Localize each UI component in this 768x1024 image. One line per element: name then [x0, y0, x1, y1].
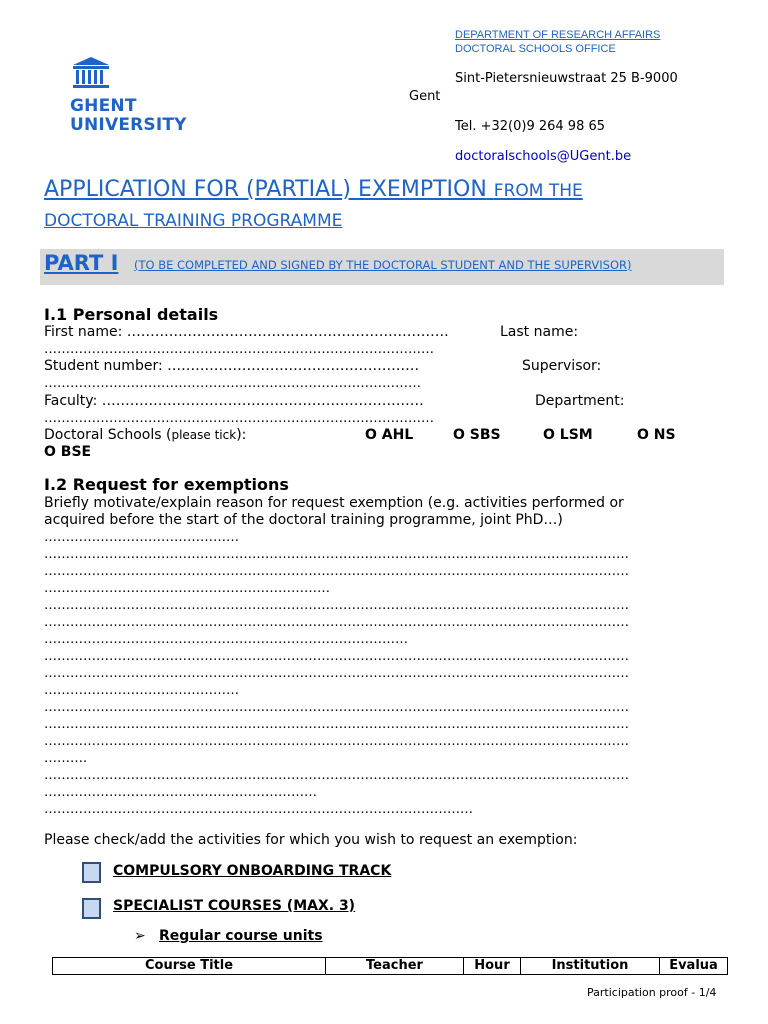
- department-name[interactable]: DEPARTMENT OF RESEARCH AFFAIRS: [455, 29, 661, 41]
- ghent-university-logo: [70, 55, 190, 135]
- motivation-line[interactable]: ………………………………………………………………………………………………………………………: [44, 564, 629, 579]
- motivation-line[interactable]: ………………………………………………………………………………………………………………………: [44, 700, 629, 715]
- table-header-row: [53, 958, 728, 975]
- column-header-institution: Institution: [521, 958, 660, 975]
- motivation-line[interactable]: ………………………………………………………………………………………………………………………: [44, 649, 629, 664]
- address-line-1: Sint-Pietersnieuwstraat 25 B-9000: [455, 71, 678, 86]
- motivation-line[interactable]: ………………………………………………………………………………………………………………………: [44, 615, 629, 630]
- school-option-lsm[interactable]: O LSM: [543, 427, 593, 443]
- onboarding-label: COMPULSORY ONBOARDING TRACK: [113, 863, 392, 879]
- telephone: Tel. +32(0)9 264 98 65: [455, 119, 606, 134]
- schools-label-close: ):: [236, 427, 247, 443]
- last-name-field[interactable]: ………………………………………………………………………………: [44, 342, 434, 357]
- motivation-line[interactable]: ………………………………………………………………………………………………………………………: [44, 768, 629, 783]
- arrow-bullet-icon: ➢: [134, 928, 146, 944]
- school-option-ns[interactable]: O NS: [637, 427, 676, 443]
- email-link[interactable]: doctoralschools@UGent.be: [455, 149, 632, 164]
- title-from: FROM THE: [493, 181, 583, 201]
- motivation-line[interactable]: ………………………………………………………………………………………………………………………: [44, 547, 629, 562]
- address-line-2: Gent: [409, 89, 441, 104]
- motivation-line[interactable]: ………………………………………………………………………………………………………………………: [44, 717, 629, 732]
- check-activities-prompt: Please check/add the activities for which you wish to request an exemption:: [44, 832, 578, 848]
- motivation-line[interactable]: …………………………………………………………………………: [44, 632, 408, 647]
- motivate-instruction-1: Briefly motivate/explain reason for request exemption (e.g. activities performed or: [44, 495, 624, 511]
- personal-details-heading: I.1 Personal details: [44, 305, 219, 324]
- motivation-line[interactable]: ………………………………………: [44, 683, 239, 698]
- schools-label-text: Doctoral Schools (: [44, 427, 172, 443]
- motivate-instruction-2: acquired before the start of the doctoral training programme, joint PhD…): [44, 512, 563, 528]
- course-table: [52, 957, 728, 975]
- column-header-course-title: Course Title: [53, 958, 326, 975]
- motivation-line[interactable]: ………………………………………………………: [44, 785, 317, 800]
- column-header-hour: Hour: [464, 958, 521, 975]
- onboarding-checkbox[interactable]: [82, 862, 101, 883]
- motivation-line[interactable]: ………………………………………………………………………………………………………………………: [44, 734, 629, 749]
- motivation-line[interactable]: …………………………………………………………: [44, 581, 330, 596]
- university-building-icon: [70, 55, 112, 91]
- motivation-line[interactable]: ………………………………………………………………………………………………………………………: [44, 598, 629, 613]
- office-name: DOCTORAL SCHOOLS OFFICE: [455, 43, 616, 55]
- motivation-line[interactable]: ………………………………………………………………………………………: [44, 802, 473, 817]
- supervisor-field[interactable]: ……………………………………………………………………………: [44, 376, 421, 391]
- part-label: PART I: [44, 251, 119, 275]
- department-field[interactable]: ………………………………………………………………………………: [44, 411, 434, 426]
- motivation-line[interactable]: ………………………………………………………………………………………………………………………: [44, 666, 629, 681]
- logo-line-university: UNIVERSITY: [70, 115, 187, 135]
- document-title: [44, 177, 583, 202]
- school-option-sbs[interactable]: O SBS: [453, 427, 501, 443]
- logo-line-ghent: GHENT: [70, 96, 137, 116]
- column-header-teacher: Teacher: [326, 958, 464, 975]
- title-main: APPLICATION FOR (PARTIAL) EXEMPTION: [44, 177, 487, 202]
- department-label: Department:: [535, 393, 625, 409]
- supervisor-label: Supervisor:: [522, 358, 602, 374]
- specialist-courses-checkbox[interactable]: [82, 898, 101, 919]
- schools-tick-hint: please tick: [171, 428, 237, 442]
- page-footer: Participation proof - 1/4: [587, 986, 717, 999]
- specialist-courses-label: SPECIALIST COURSES (MAX. 3): [113, 898, 356, 914]
- first-name-field[interactable]: First name: ……………………………………………………………: [44, 324, 449, 340]
- regular-course-units-label: Regular course units: [159, 928, 323, 944]
- motivation-line[interactable]: ……….: [44, 751, 88, 766]
- school-option-ahl[interactable]: O AHL: [365, 427, 414, 443]
- faculty-field[interactable]: Faculty: ……………………………………………………………: [44, 393, 424, 409]
- request-heading: I.2 Request for exemptions: [44, 475, 289, 494]
- student-number-field[interactable]: Student number: ………………………………………………: [44, 358, 420, 374]
- doctoral-schools-label: [44, 427, 246, 443]
- motivation-line[interactable]: ………………………………………: [44, 530, 239, 545]
- part-note: (TO BE COMPLETED AND SIGNED BY THE DOCTORAL STUDENT AND THE SUPERVISOR): [134, 258, 632, 272]
- column-header-evaluation: Evalua: [660, 958, 728, 975]
- school-option-bse[interactable]: O BSE: [44, 444, 92, 460]
- last-name-label: Last name:: [500, 324, 579, 340]
- document-subtitle: DOCTORAL TRAINING PROGRAMME: [44, 211, 343, 231]
